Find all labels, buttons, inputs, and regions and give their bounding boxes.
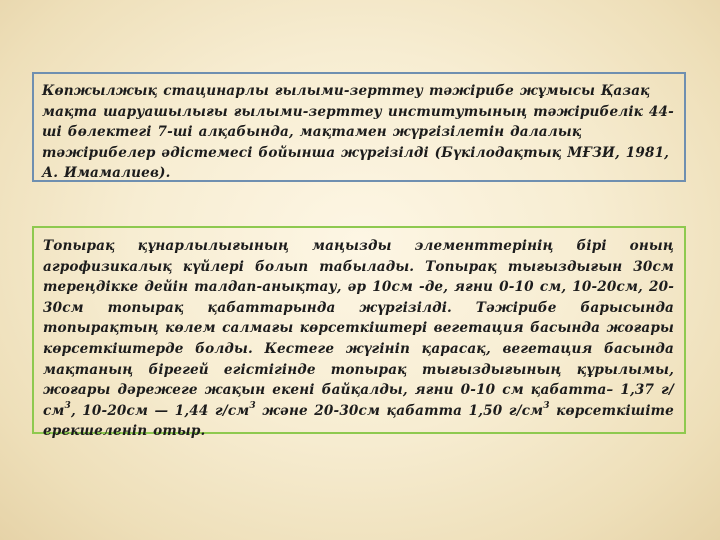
text-box-methodology	[32, 72, 686, 182]
paragraph-soil-density	[43, 236, 674, 442]
paragraph-soil-density-end: көрсеткішіте ерекшеленіп отыр.	[43, 402, 674, 440]
paragraph-soil-density-mid-1: , 10-20см — 1,44 г/см	[70, 402, 250, 419]
text-box-soil-density	[32, 226, 686, 440]
paragraph-methodology: Көпжылжық стацинарлы ғылыми-зерттеу тәжірибе жұмысы Қазақ мақта шаруашылығы ғылыми-зерттеу институтының тәжірибелік 44-ші бөлектегі 7-ші алқабында, мақтамен жүргізілетін далалық тәжірибелер әдістемесі бойынша жүргізілді (Бүкілодақтық МҒЗИ, 1981, А. Имамалиев).	[42, 83, 674, 182]
superscript-cubic-3: 3	[543, 401, 550, 412]
paragraph-soil-density-mid-2: және 20-30см қабатта 1,50 г/см	[255, 402, 544, 419]
superscript-cubic-2: 3	[249, 401, 256, 412]
superscript-cubic-1: 3	[64, 401, 71, 412]
paragraph-soil-density-text: Топырақ құнарлылығының маңызды элементтерінің бірі оның агрофизикалық күйлері болып табылады. Топырақ тығыздығын 30см тереңдікке дейін талдап-анықтау, әр 10см -де, яғни 0-10 см, 10-20см, 20-30см топырақ қабаттарында жүргізілді. Тәжірибе барысында топырақтың көлем салмағы көрсеткіштері вегетация басында жоғары көрсеткіштерде болды. Кестеге жүгініп қарасақ, вегетация басында мақтаның бірегей егістігінде топырақ тығыздығының құрылымы, жоғары дәрежеге жақын екені байқалды, яғни 0-10 см қабатта– 1,37 г/см	[43, 238, 674, 419]
